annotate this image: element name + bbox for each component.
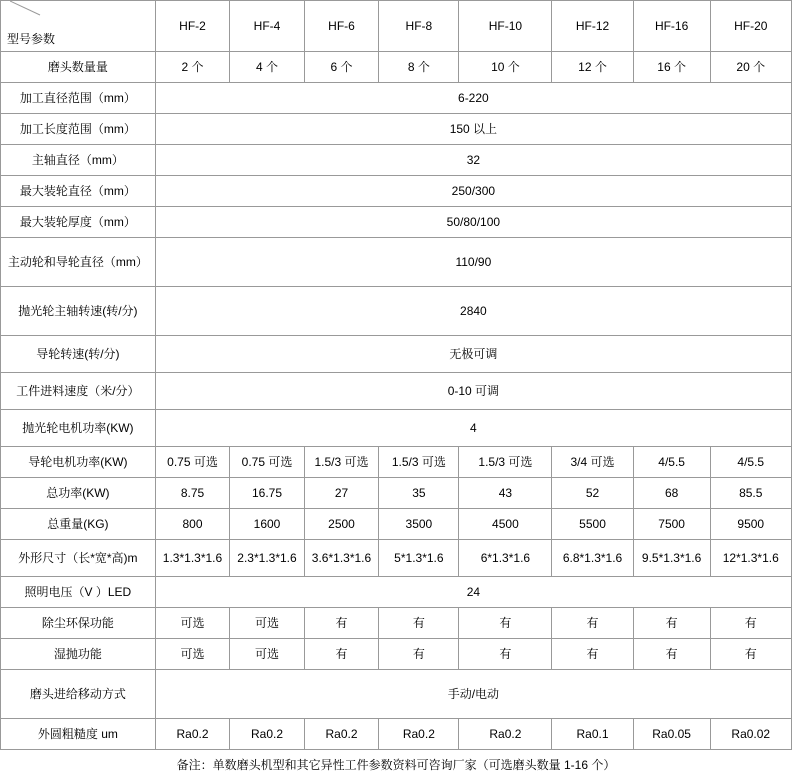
row-value: 0.75 可选 xyxy=(230,447,305,478)
table-row xyxy=(1,447,792,478)
row-value: 16 个 xyxy=(633,52,710,83)
row-value: Ra0.2 xyxy=(155,719,230,750)
column-header-model-3: HF-6 xyxy=(304,1,379,52)
table-row xyxy=(1,336,792,373)
row-value: Ra0.02 xyxy=(710,719,791,750)
row-label: 外形尺寸（长*宽*高)m xyxy=(1,540,156,577)
row-value: 有 xyxy=(552,639,633,670)
row-value: 有 xyxy=(633,639,710,670)
row-value: 52 xyxy=(552,478,633,509)
row-value: 3/4 可选 xyxy=(552,447,633,478)
row-value: 可选 xyxy=(155,608,230,639)
row-label: 抛光轮主轴转速(转/分) xyxy=(1,287,156,336)
corner-header-cell xyxy=(1,1,156,52)
row-value: 有 xyxy=(710,639,791,670)
row-value: 1.5/3 可选 xyxy=(379,447,459,478)
row-value: 1.5/3 可选 xyxy=(304,447,379,478)
table-row xyxy=(1,176,792,207)
column-header-model-5: HF-10 xyxy=(459,1,552,52)
table-row xyxy=(1,577,792,608)
row-value: 有 xyxy=(304,608,379,639)
table-row xyxy=(1,478,792,509)
row-value: 1600 xyxy=(230,509,305,540)
column-header-model-8: HF-20 xyxy=(710,1,791,52)
row-value: 4500 xyxy=(459,509,552,540)
row-value: 3500 xyxy=(379,509,459,540)
row-value: 4 个 xyxy=(230,52,305,83)
row-label: 最大装轮直径（mm） xyxy=(1,176,156,207)
row-label: 加工长度范围（mm） xyxy=(1,114,156,145)
row-value: 2500 xyxy=(304,509,379,540)
column-header-model-1: HF-2 xyxy=(155,1,230,52)
table-row xyxy=(1,719,792,750)
row-label: 湿抛功能 xyxy=(1,639,156,670)
row-value-merged: 32 xyxy=(155,145,791,176)
row-value-merged: 24 xyxy=(155,577,791,608)
row-value: 有 xyxy=(552,608,633,639)
table-row xyxy=(1,509,792,540)
row-label: 工件进料速度（米/分） xyxy=(1,373,156,410)
row-label: 加工直径范围（mm） xyxy=(1,83,156,114)
table-row xyxy=(1,639,792,670)
table-row xyxy=(1,670,792,719)
row-value: 可选 xyxy=(155,639,230,670)
row-value: 6 个 xyxy=(304,52,379,83)
row-label: 导轮转速(转/分) xyxy=(1,336,156,373)
row-value: 2.3*1.3*1.6 xyxy=(230,540,305,577)
column-header-model-4: HF-8 xyxy=(379,1,459,52)
row-value: Ra0.2 xyxy=(230,719,305,750)
row-value: 12*1.3*1.6 xyxy=(710,540,791,577)
row-value: 9.5*1.3*1.6 xyxy=(633,540,710,577)
row-label: 导轮电机功率(KW) xyxy=(1,447,156,478)
table-row xyxy=(1,114,792,145)
row-value: Ra0.1 xyxy=(552,719,633,750)
table-row xyxy=(1,145,792,176)
row-label: 抛光轮电机功率(KW) xyxy=(1,410,156,447)
row-value-merged: 250/300 xyxy=(155,176,791,207)
row-value: 12 个 xyxy=(552,52,633,83)
row-value-merged: 110/90 xyxy=(155,238,791,287)
table-row xyxy=(1,373,792,410)
row-value: 9500 xyxy=(710,509,791,540)
row-value: 5500 xyxy=(552,509,633,540)
row-label: 总功率(KW) xyxy=(1,478,156,509)
row-value: Ra0.2 xyxy=(459,719,552,750)
column-header-model-2: HF-4 xyxy=(230,1,305,52)
row-value: 68 xyxy=(633,478,710,509)
table-row xyxy=(1,608,792,639)
row-value: 4/5.5 xyxy=(633,447,710,478)
row-value: Ra0.05 xyxy=(633,719,710,750)
row-value: 1.3*1.3*1.6 xyxy=(155,540,230,577)
row-label: 主动轮和导轮直径（mm） xyxy=(1,238,156,287)
row-label: 磨头数量量 xyxy=(1,52,156,83)
table-header-row xyxy=(1,1,792,52)
row-label: 磨头进给移动方式 xyxy=(1,670,156,719)
row-value: Ra0.2 xyxy=(304,719,379,750)
row-label: 除尘环保功能 xyxy=(1,608,156,639)
row-value: 可选 xyxy=(230,608,305,639)
row-value-merged: 150 以上 xyxy=(155,114,791,145)
row-value: 6.8*1.3*1.6 xyxy=(552,540,633,577)
row-label: 照明电压（V ）LED xyxy=(1,577,156,608)
row-value: 7500 xyxy=(633,509,710,540)
row-value: 27 xyxy=(304,478,379,509)
row-label: 主轴直径（mm） xyxy=(1,145,156,176)
row-value: Ra0.2 xyxy=(379,719,459,750)
row-value: 16.75 xyxy=(230,478,305,509)
table-footnote: 备注：单数磨头机型和其它异性工件参数资料可咨询厂家（可选磨头数量 1-16 个） xyxy=(176,758,616,772)
row-value-merged: 50/80/100 xyxy=(155,207,791,238)
row-value: 0.75 可选 xyxy=(155,447,230,478)
row-value: 1.5/3 可选 xyxy=(459,447,552,478)
row-value: 可选 xyxy=(230,639,305,670)
row-value: 有 xyxy=(633,608,710,639)
table-row xyxy=(1,410,792,447)
row-value-merged: 手动/电动 xyxy=(155,670,791,719)
row-value: 有 xyxy=(379,639,459,670)
row-value: 43 xyxy=(459,478,552,509)
table-row xyxy=(1,83,792,114)
row-value-merged: 6-220 xyxy=(155,83,791,114)
row-value: 有 xyxy=(459,608,552,639)
table-row xyxy=(1,540,792,577)
row-value: 有 xyxy=(710,608,791,639)
row-value: 8 个 xyxy=(379,52,459,83)
column-header-model-6: HF-12 xyxy=(552,1,633,52)
row-value: 有 xyxy=(459,639,552,670)
table-row xyxy=(1,287,792,336)
row-value: 5*1.3*1.6 xyxy=(379,540,459,577)
table-row xyxy=(1,238,792,287)
row-value: 8.75 xyxy=(155,478,230,509)
row-value-merged: 4 xyxy=(155,410,791,447)
row-label: 最大装轮厚度（mm） xyxy=(1,207,156,238)
row-value: 85.5 xyxy=(710,478,791,509)
row-value: 有 xyxy=(304,639,379,670)
row-value: 2 个 xyxy=(155,52,230,83)
row-value: 800 xyxy=(155,509,230,540)
row-label: 总重量(KG) xyxy=(1,509,156,540)
row-value: 10 个 xyxy=(459,52,552,83)
column-header-model-7: HF-16 xyxy=(633,1,710,52)
table-row xyxy=(1,207,792,238)
table-row xyxy=(1,52,792,83)
row-value-merged: 无极可调 xyxy=(155,336,791,373)
corner-header-label: 型号参数 xyxy=(7,32,56,46)
row-value-merged: 0-10 可调 xyxy=(155,373,791,410)
row-label: 外圆粗糙度 um xyxy=(1,719,156,750)
row-value: 4/5.5 xyxy=(710,447,791,478)
row-value: 20 个 xyxy=(710,52,791,83)
row-value: 3.6*1.3*1.6 xyxy=(304,540,379,577)
row-value: 有 xyxy=(379,608,459,639)
row-value-merged: 2840 xyxy=(155,287,791,336)
row-value: 35 xyxy=(379,478,459,509)
row-value: 6*1.3*1.6 xyxy=(459,540,552,577)
